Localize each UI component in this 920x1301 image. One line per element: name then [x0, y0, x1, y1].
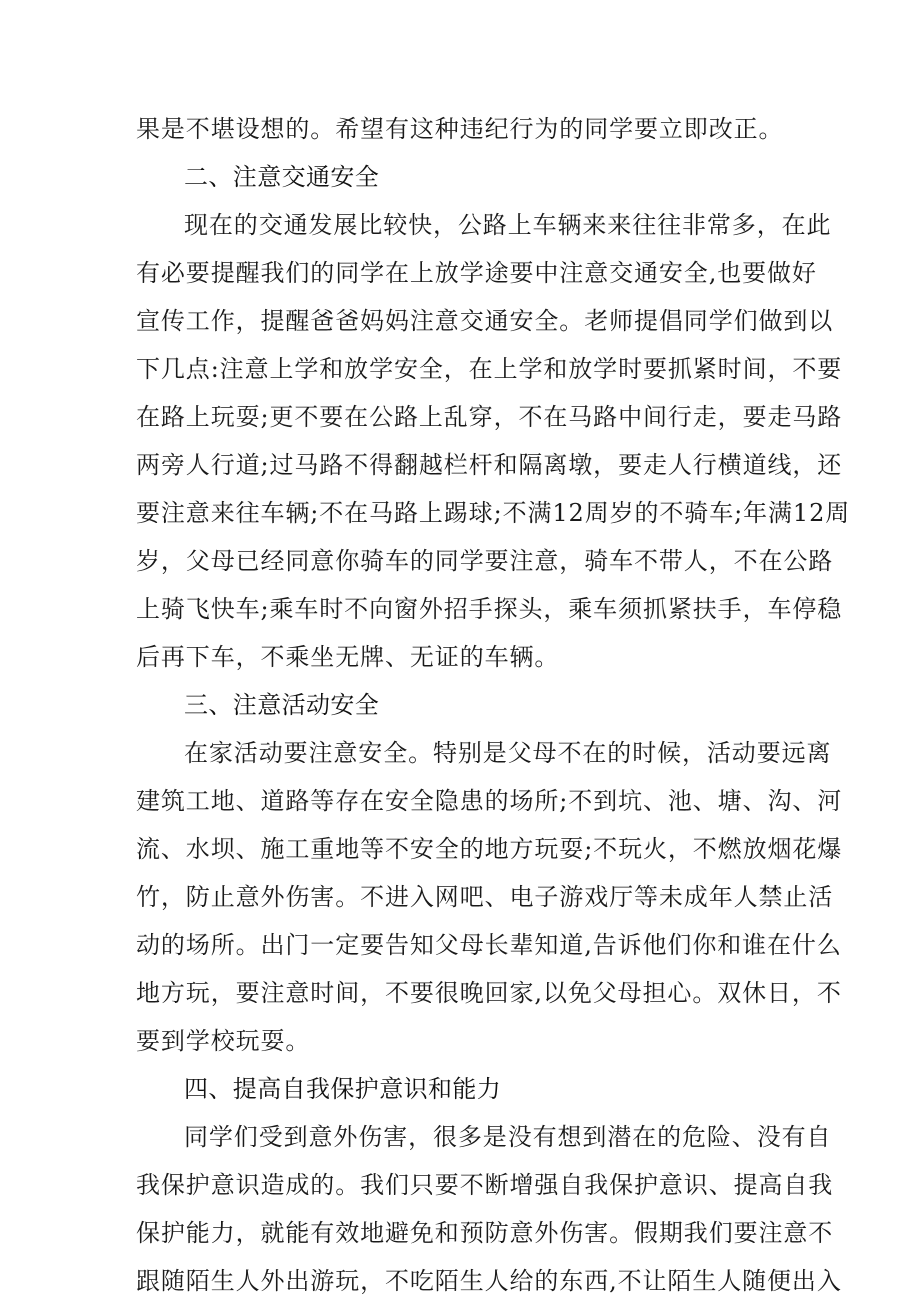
- paragraph-line: 保护能力，就能有效地避免和预防意外伤害。假期我们要注意不: [136, 1219, 834, 1247]
- paragraph-line: 建筑工地、道路等存在安全隐患的场所;不到坑、池、塘、沟、河: [136, 787, 843, 815]
- section-heading-self-protection: 四、提高自我保护意识和能力: [184, 1075, 502, 1103]
- paragraph-line: 流、水坝、施工重地等不安全的地方玩耍;不玩火，不燃放烟花爆: [136, 835, 843, 863]
- section-heading-activity-safety: 三、注意活动安全: [184, 691, 380, 719]
- paragraph-line: 现在的交通发展比较快，公路上车辆来来往往非常多，在此: [184, 211, 832, 239]
- paragraph-line: 我保护意识造成的。我们只要不断增强自我保护意识、提高自我: [136, 1171, 834, 1199]
- paragraph-line: 要到学校玩耍。: [136, 1027, 311, 1055]
- paragraph-line: 下几点:注意上学和放学安全，在上学和放学时要抓紧时间，不要: [136, 355, 843, 383]
- section-heading-traffic-safety: 二、注意交通安全: [184, 163, 380, 191]
- paragraph-line: 后再下车，不乘坐无牌、无证的车辆。: [136, 643, 560, 671]
- paragraph-line: 要注意来往车辆;不在马路上踢球;不满12周岁的不骑车;年满12周: [136, 499, 851, 527]
- paragraph-line: 上骑飞快车;乘车时不向窗外招手探头，乘车须抓紧扶手，车停稳: [136, 595, 843, 623]
- paragraph-line: 同学们受到意外伤害，很多是没有想到潜在的危险、没有自: [184, 1123, 832, 1151]
- paragraph-line: 跟随陌生人外出游玩，不吃陌生人给的东西,不让陌生人随便出入: [136, 1267, 842, 1295]
- paragraph-line: 地方玩，要注意时间，不要很晚回家,以免父母担心。双休日，不: [136, 979, 842, 1007]
- paragraph-line: 两旁人行道;过马路不得翻越栏杆和隔离墩，要走人行横道线，还: [136, 451, 843, 479]
- paragraph-line: 竹，防止意外伤害。不进入网吧、电子游戏厅等未成年人禁止活: [136, 883, 834, 911]
- paragraph-line: 岁，父母已经同意你骑车的同学要注意，骑车不带人，不在公路: [136, 547, 834, 575]
- paragraph-line: 在家活动要注意安全。特别是父母不在的时候，活动要远离: [184, 739, 832, 767]
- paragraph-line: 果是不堪设想的。希望有这种违纪行为的同学要立即改正。: [136, 115, 784, 143]
- paragraph-line: 动的场所。出门一定要告知父母长辈知道,告诉他们你和谁在什么: [136, 931, 842, 959]
- paragraph-line: 在路上玩耍;更不要在公路上乱穿，不在马路中间行走，要走马路: [136, 403, 843, 431]
- paragraph-line: 宣传工作，提醒爸爸妈妈注意交通安全。老师提倡同学们做到以: [136, 307, 834, 335]
- paragraph-line: 有必要提醒我们的同学在上放学途要中注意交通安全,也要做好: [136, 259, 817, 287]
